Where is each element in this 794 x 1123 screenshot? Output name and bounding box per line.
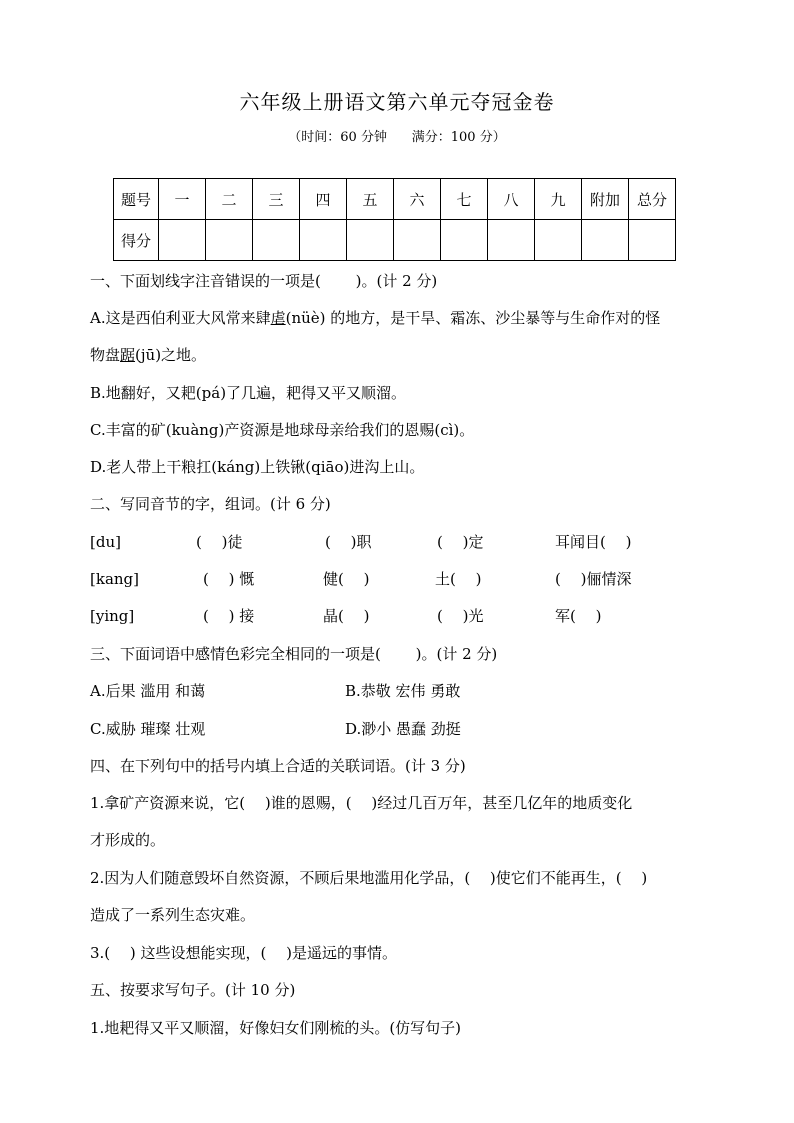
q1-a-text-rest: (nüè) 的地方，是干旱、霜冻、沙尘暴等与生命作对的怪 — [285, 309, 661, 327]
score-cell[interactable] — [347, 220, 394, 261]
q1-a2-text: 物盘 — [90, 346, 121, 364]
header-cell: 一 — [159, 179, 206, 220]
score-cell[interactable] — [535, 220, 582, 261]
time-limit: （时间：60 分钟 — [288, 130, 387, 145]
score-cell[interactable] — [394, 220, 441, 261]
q1-a-text: A.这是西伯利亚大风常来肆 — [90, 309, 271, 327]
score-table-score-row — [114, 220, 676, 261]
q2-blank: 土( ) — [435, 570, 482, 588]
score-cell[interactable] — [488, 220, 535, 261]
q4-sentence-1: 1.拿矿产资源来说，它( )谁的恩赐，( )经过几百万年，甚至几亿年的地质变化 — [90, 794, 633, 812]
score-cell[interactable] — [300, 220, 347, 261]
q4-heading: 四、在下列句中的括号内填上合适的关联词语。(计 3 分) — [90, 757, 466, 775]
q1-heading: 一、下面划线字注音错误的一项是( )。(计 2 分) — [90, 272, 438, 290]
q2-heading: 二、写同音节的字，组词。(计 6 分) — [90, 495, 331, 513]
q2-blank: 军( ) — [555, 607, 602, 625]
q3-option-a: A.后果 滥用 和蔼 — [90, 682, 206, 700]
score-cell[interactable] — [629, 220, 676, 261]
page-title: 六年级上册语文第六单元夺冠金卷 — [239, 90, 555, 114]
q2-blank: 耳闻目( ) — [555, 533, 632, 551]
q3-option-b: B.恭敬 宏伟 勇敢 — [345, 682, 461, 700]
score-cell[interactable] — [159, 220, 206, 261]
q3-option-d: D.渺小 愚蠢 劲挺 — [345, 720, 461, 738]
q2-blank: ( )光 — [437, 607, 484, 625]
q5-heading: 五、按要求写句子。(计 10 分) — [90, 981, 296, 999]
q2-pinyin: [ying] — [90, 607, 135, 625]
q4-sentence-2: 2.因为人们随意毁坏自然资源，不顾后果地滥用化学品，( )使它们不能再生，( ) — [90, 869, 648, 887]
header-cell: 九 — [535, 179, 582, 220]
q2-blank: ( ) 慨 — [203, 570, 255, 588]
q2-pinyin: [du] — [90, 533, 121, 551]
header-cell: 五 — [347, 179, 394, 220]
score-cell[interactable] — [441, 220, 488, 261]
header-cell: 二 — [206, 179, 253, 220]
q5-sentence-1: 1.地耙得又平又顺溜，好像妇女们刚梳的头。(仿写句子) — [90, 1019, 462, 1037]
q3-option-c: C.威胁 璀璨 壮观 — [90, 720, 206, 738]
q3-heading: 三、下面词语中感情色彩完全相同的一项是( )。(计 2 分) — [90, 645, 498, 663]
full-score: 满分：100 分） — [411, 130, 506, 145]
q1-a2-text-rest: (jū)之地。 — [135, 346, 207, 364]
q2-blank: 健( ) — [323, 570, 370, 588]
q2-pinyin: [kang] — [90, 570, 139, 588]
q4-sentence-2-cont: 造成了一系列生态灾难。 — [90, 906, 256, 924]
q2-blank: ( )徒 — [196, 533, 243, 551]
q1-option-a — [90, 308, 660, 328]
header-cell: 六 — [394, 179, 441, 220]
score-cell[interactable] — [253, 220, 300, 261]
exam-info — [0, 126, 794, 145]
header-cell: 总分 — [629, 179, 676, 220]
score-table-header-row — [114, 179, 676, 220]
q4-sentence-3: 3.( ) 这些设想能实现，( )是遥远的事情。 — [90, 944, 398, 962]
q1-option-c: C.丰富的矿(kuàng)产资源是地球母亲给我们的恩赐(cì)。 — [90, 421, 475, 439]
header-cell: 八 — [488, 179, 535, 220]
q1-a-underlined: 虐 — [270, 309, 286, 327]
score-table — [113, 178, 676, 261]
q4-sentence-1-cont: 才形成的。 — [90, 831, 166, 849]
score-cell[interactable] — [582, 220, 629, 261]
q2-blank: ( )定 — [437, 533, 484, 551]
row-label: 得分 — [114, 220, 159, 261]
header-cell: 四 — [300, 179, 347, 220]
q2-blank: ( ) 接 — [203, 607, 255, 625]
header-cell: 七 — [441, 179, 488, 220]
q1-option-b: B.地翻好，又耙(pá)了几遍，耙得又平又顺溜。 — [90, 384, 407, 402]
header-cell: 附加 — [582, 179, 629, 220]
header-cell: 题号 — [114, 179, 159, 220]
q2-blank: ( )职 — [325, 533, 372, 551]
header-cell: 三 — [253, 179, 300, 220]
q1-a2-underlined: 踞 — [120, 346, 136, 364]
score-cell[interactable] — [206, 220, 253, 261]
q1-option-a-cont — [90, 345, 206, 365]
q2-blank: 晶( ) — [323, 607, 370, 625]
q2-blank: ( )俪情深 — [555, 570, 632, 588]
q1-option-d: D.老人带上干粮扛(káng)上铁锹(qiāo)进沟上山。 — [90, 458, 425, 476]
